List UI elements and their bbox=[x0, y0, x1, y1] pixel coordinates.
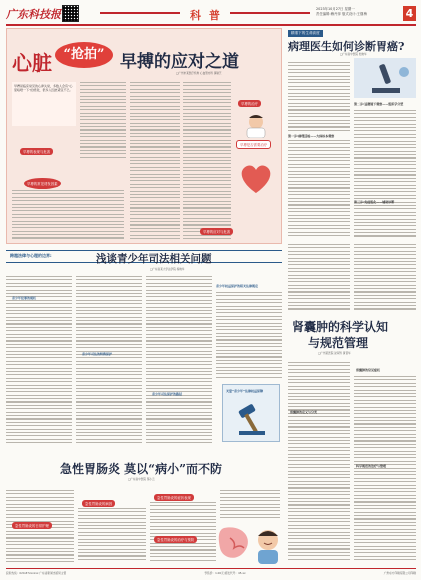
law-col1-text bbox=[6, 276, 72, 446]
stomach-kicker: 精准下的生命高度 bbox=[288, 30, 323, 37]
law-card-caption: 关爱“青少年”法律权益保障 bbox=[226, 389, 263, 393]
kidney-col2-text bbox=[354, 376, 416, 564]
kidney-col1-text bbox=[288, 362, 350, 564]
gavel-icon bbox=[233, 399, 271, 437]
heart-title-prefix: 心脏 bbox=[12, 51, 52, 75]
stomach-illustration bbox=[214, 520, 284, 566]
footer-left: 投诉热线：020-87xxxxxx 广东省新闻出版局主管 bbox=[6, 571, 67, 575]
stomach-col1-text bbox=[288, 62, 350, 132]
law-title: 浅谈青少年司法相关问题 bbox=[96, 253, 212, 265]
kidney-title-1: 肾囊肿的科学认知 bbox=[292, 320, 389, 334]
heart-col3-text bbox=[183, 82, 231, 242]
heart-section-pill-2: 早搏的常见诱发因素 bbox=[24, 178, 61, 189]
gastro-col2-text bbox=[78, 508, 146, 564]
footer-center: 零售价：1.00元 邮发代号：45-xx bbox=[204, 571, 246, 575]
stomach-col2-text bbox=[354, 110, 416, 240]
law-col3-text bbox=[146, 276, 212, 446]
stomach-title: 病理医生如何诊断胃癌? bbox=[288, 40, 405, 53]
gastro-section-4: 急性胃肠炎的日常护理 bbox=[12, 522, 52, 529]
kidney-title-2: 与规范管理 bbox=[308, 336, 369, 350]
gastro-byline: □广东省中医院 蔡小云 bbox=[128, 478, 155, 481]
date-text: 2023年10月27日 星期一 bbox=[316, 7, 355, 11]
law-illustration-card bbox=[222, 384, 280, 442]
kidney-section-3: 科学规范的治疗与管理 bbox=[356, 464, 387, 468]
doctor-illustration bbox=[236, 112, 276, 138]
kidney-byline: □广州某医院 泌尿科 黄晋华 bbox=[318, 352, 351, 355]
footer-right: 广州东方印刷有限公司印刷 bbox=[383, 571, 416, 575]
kidney-section-1: 肾囊肿的定义与分类 bbox=[290, 410, 318, 414]
heart-byline: □广州市某医疗机构 心血管内科 黄敏芝 bbox=[176, 72, 222, 75]
editor-text: 责任编辑:赖丹萍 版式设计:王继梅 bbox=[316, 11, 367, 16]
stomach-col1b-text bbox=[288, 140, 350, 240]
law-kicker-text: 跨越法律与心理的边界: bbox=[10, 253, 52, 258]
stomach-section-2: 第二步:显微镜下观察——组织学分型 bbox=[354, 102, 404, 106]
heart-col1-text bbox=[80, 82, 126, 160]
date-line bbox=[316, 7, 367, 16]
microscope-illustration bbox=[354, 58, 416, 98]
newspaper-logo: 广东科技报 bbox=[6, 8, 61, 21]
heart-intro: 早搏是临床常见的心律失常，多数人会有“心里咯噔一下”的感觉，很多人因此紧张不已。 bbox=[12, 82, 76, 126]
gastro-section-1: 急性胃肠炎的病因 bbox=[82, 500, 115, 507]
gastro-section-2: 急性胃肠炎的症状表现 bbox=[154, 494, 194, 501]
law-col4-text bbox=[216, 292, 282, 380]
law-col2-text bbox=[76, 276, 142, 446]
gastro-title: 急性胃肠炎 莫以“病小”而不防 bbox=[60, 462, 222, 476]
heart-section-pill-4: 早搏是否需要治疗 bbox=[236, 140, 271, 149]
heart-title-badge: “抢拍” bbox=[55, 42, 113, 68]
law-section-2: 青少年司法的特殊保护 bbox=[82, 352, 113, 356]
right-mid-col2-text bbox=[354, 244, 416, 314]
qr-code-icon bbox=[62, 5, 79, 22]
stomach-section-3: 第三步:免疫组化——辅助诊断 bbox=[354, 200, 395, 204]
page-number: 4 bbox=[403, 6, 416, 21]
heart-icon bbox=[236, 160, 276, 196]
right-mid-col1-text bbox=[288, 244, 350, 314]
law-byline: □广东省某大学法学院 杨晓华 bbox=[150, 268, 185, 271]
heart-bottom-left-text bbox=[12, 190, 124, 240]
section-title: 科 普 bbox=[190, 9, 222, 22]
gastro-col3-text bbox=[150, 502, 216, 564]
heart-section-pill-1: 早搏的表现与危害 bbox=[20, 148, 53, 155]
page-footer bbox=[6, 568, 416, 575]
masthead-rule bbox=[6, 24, 416, 26]
stomach-section-1: 第一步:病理活检——大体标本观察 bbox=[288, 134, 335, 138]
stomach-byline: □广东省中医院 杜晓华 bbox=[340, 53, 367, 56]
heart-section-pill-3: 早搏的治疗 bbox=[238, 100, 261, 107]
heart-section-pill-5: 早搏的应对与危害 bbox=[200, 228, 233, 235]
law-section-1: 青少年犯罪的现状 bbox=[12, 296, 37, 300]
kidney-section-2: 肾囊肿的常见症状 bbox=[356, 368, 381, 372]
law-sidebar-title: 青少年权益保护的相关法律规定 bbox=[216, 284, 259, 288]
heart-title-main: 早搏的应对之道 bbox=[120, 52, 239, 72]
gastro-col4-text bbox=[220, 490, 280, 520]
gastro-section-3: 急性胃肠炎的治疗与预防 bbox=[154, 536, 197, 543]
law-section-3: 青少年司法保护的路径 bbox=[152, 392, 183, 396]
heart-col2-text bbox=[130, 82, 180, 242]
